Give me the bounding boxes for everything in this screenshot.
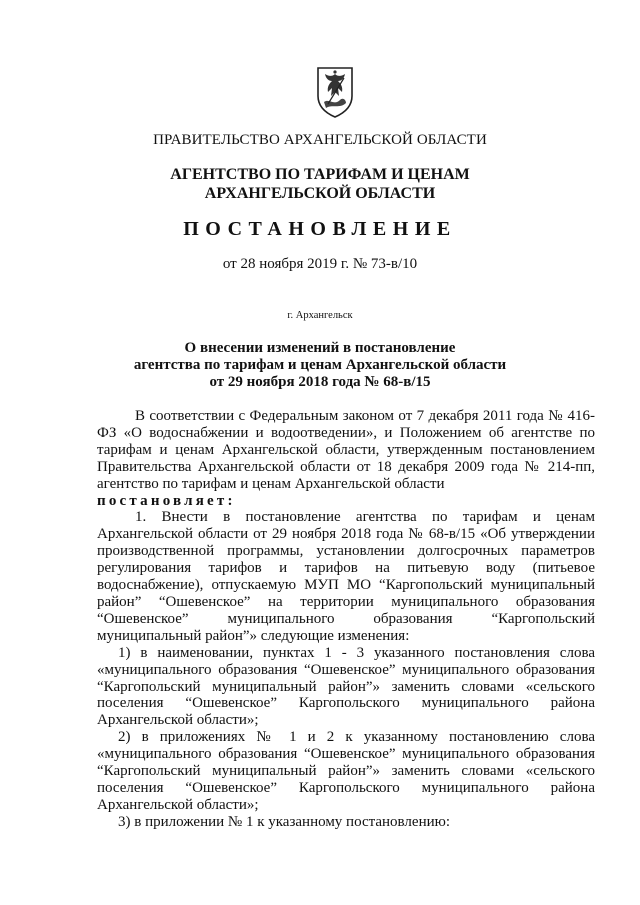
agency-name-line1: АГЕНТСТВО ПО ТАРИФАМ И ЦЕНАМ [170, 166, 470, 183]
subject-line1: О внесении изменений в постановление [184, 340, 456, 356]
intro-paragraph: В соответствии с Федеральным законом от 7 декабря 2011 года № 416-ФЗ «О водоснабжении и водоотведении», и Положением об агентстве по тарифам и ценам Архангельской области, утвержденным постановлением Правительства Архангельской области от 18 декабря 2009 года № 214-пп, агентство по тарифам и ценам Архангельской области [97, 408, 595, 492]
city-name: г. Архангельск [287, 310, 353, 321]
decides-word: постановляет: [97, 492, 236, 509]
subject-line2: агентства по тарифам и ценам Архангельской области [133, 357, 507, 373]
coat-of-arms-emblem [314, 66, 356, 118]
document-body [97, 408, 595, 831]
subject-line3: от 29 ноября 2018 года № 68-в/15 [209, 374, 431, 390]
agency-name-line2: АРХАНГЕЛЬСКОЙ ОБЛАСТИ [204, 185, 436, 202]
item-1-paragraph: 1. Внести в постановление агентства по тарифам и ценам Архангельской области от 29 ноября 2018 года № 68-в/15 «Об утверждении производственной программы, установлении долгосрочных параметров регулирования тарифов и тарифов на питьевую воду (питьевое водоснабжение), отпускаемую МУП МО “Каргопольский муниципальный район” “Ошевенское” на территории муниципального образования “Ошевенское” муниципального образования “Каргопольский муниципальный район”» следующие изменения: [97, 509, 595, 644]
document-type-title: ПОСТАНОВЛЕНИЕ [183, 218, 457, 240]
subitem-3-paragraph: 3) в приложении № 1 к указанному постановлению: [118, 813, 450, 830]
subitem-1-paragraph: 1) в наименовании, пунктах 1 - 3 указанного постановления слова «муниципального образования “Ошевенское” муниципального образования “Каргопольский муниципальный район”» заменить словами «сельского поселения “Ошевенское” Каргопольского муниципального района Архангельской области»; [97, 644, 595, 729]
date-and-number: от 28 ноября 2019 г. № 73-в/10 [222, 256, 418, 272]
decree-subject [0, 340, 640, 391]
agency-name [0, 165, 640, 203]
government-name: ПРАВИТЕЛЬСТВО АРХАНГЕЛЬСКОЙ ОБЛАСТИ [153, 132, 487, 148]
subitem-2-paragraph: 2) в приложениях № 1 и 2 к указанному постановлению слова «муниципального образования “Ошевенское” муниципального образования “Каргопольский муниципальный район”» заменить словами «сельского поселения “Ошевенское” Каргопольского муниципального района Архангельской области»; [97, 729, 595, 813]
